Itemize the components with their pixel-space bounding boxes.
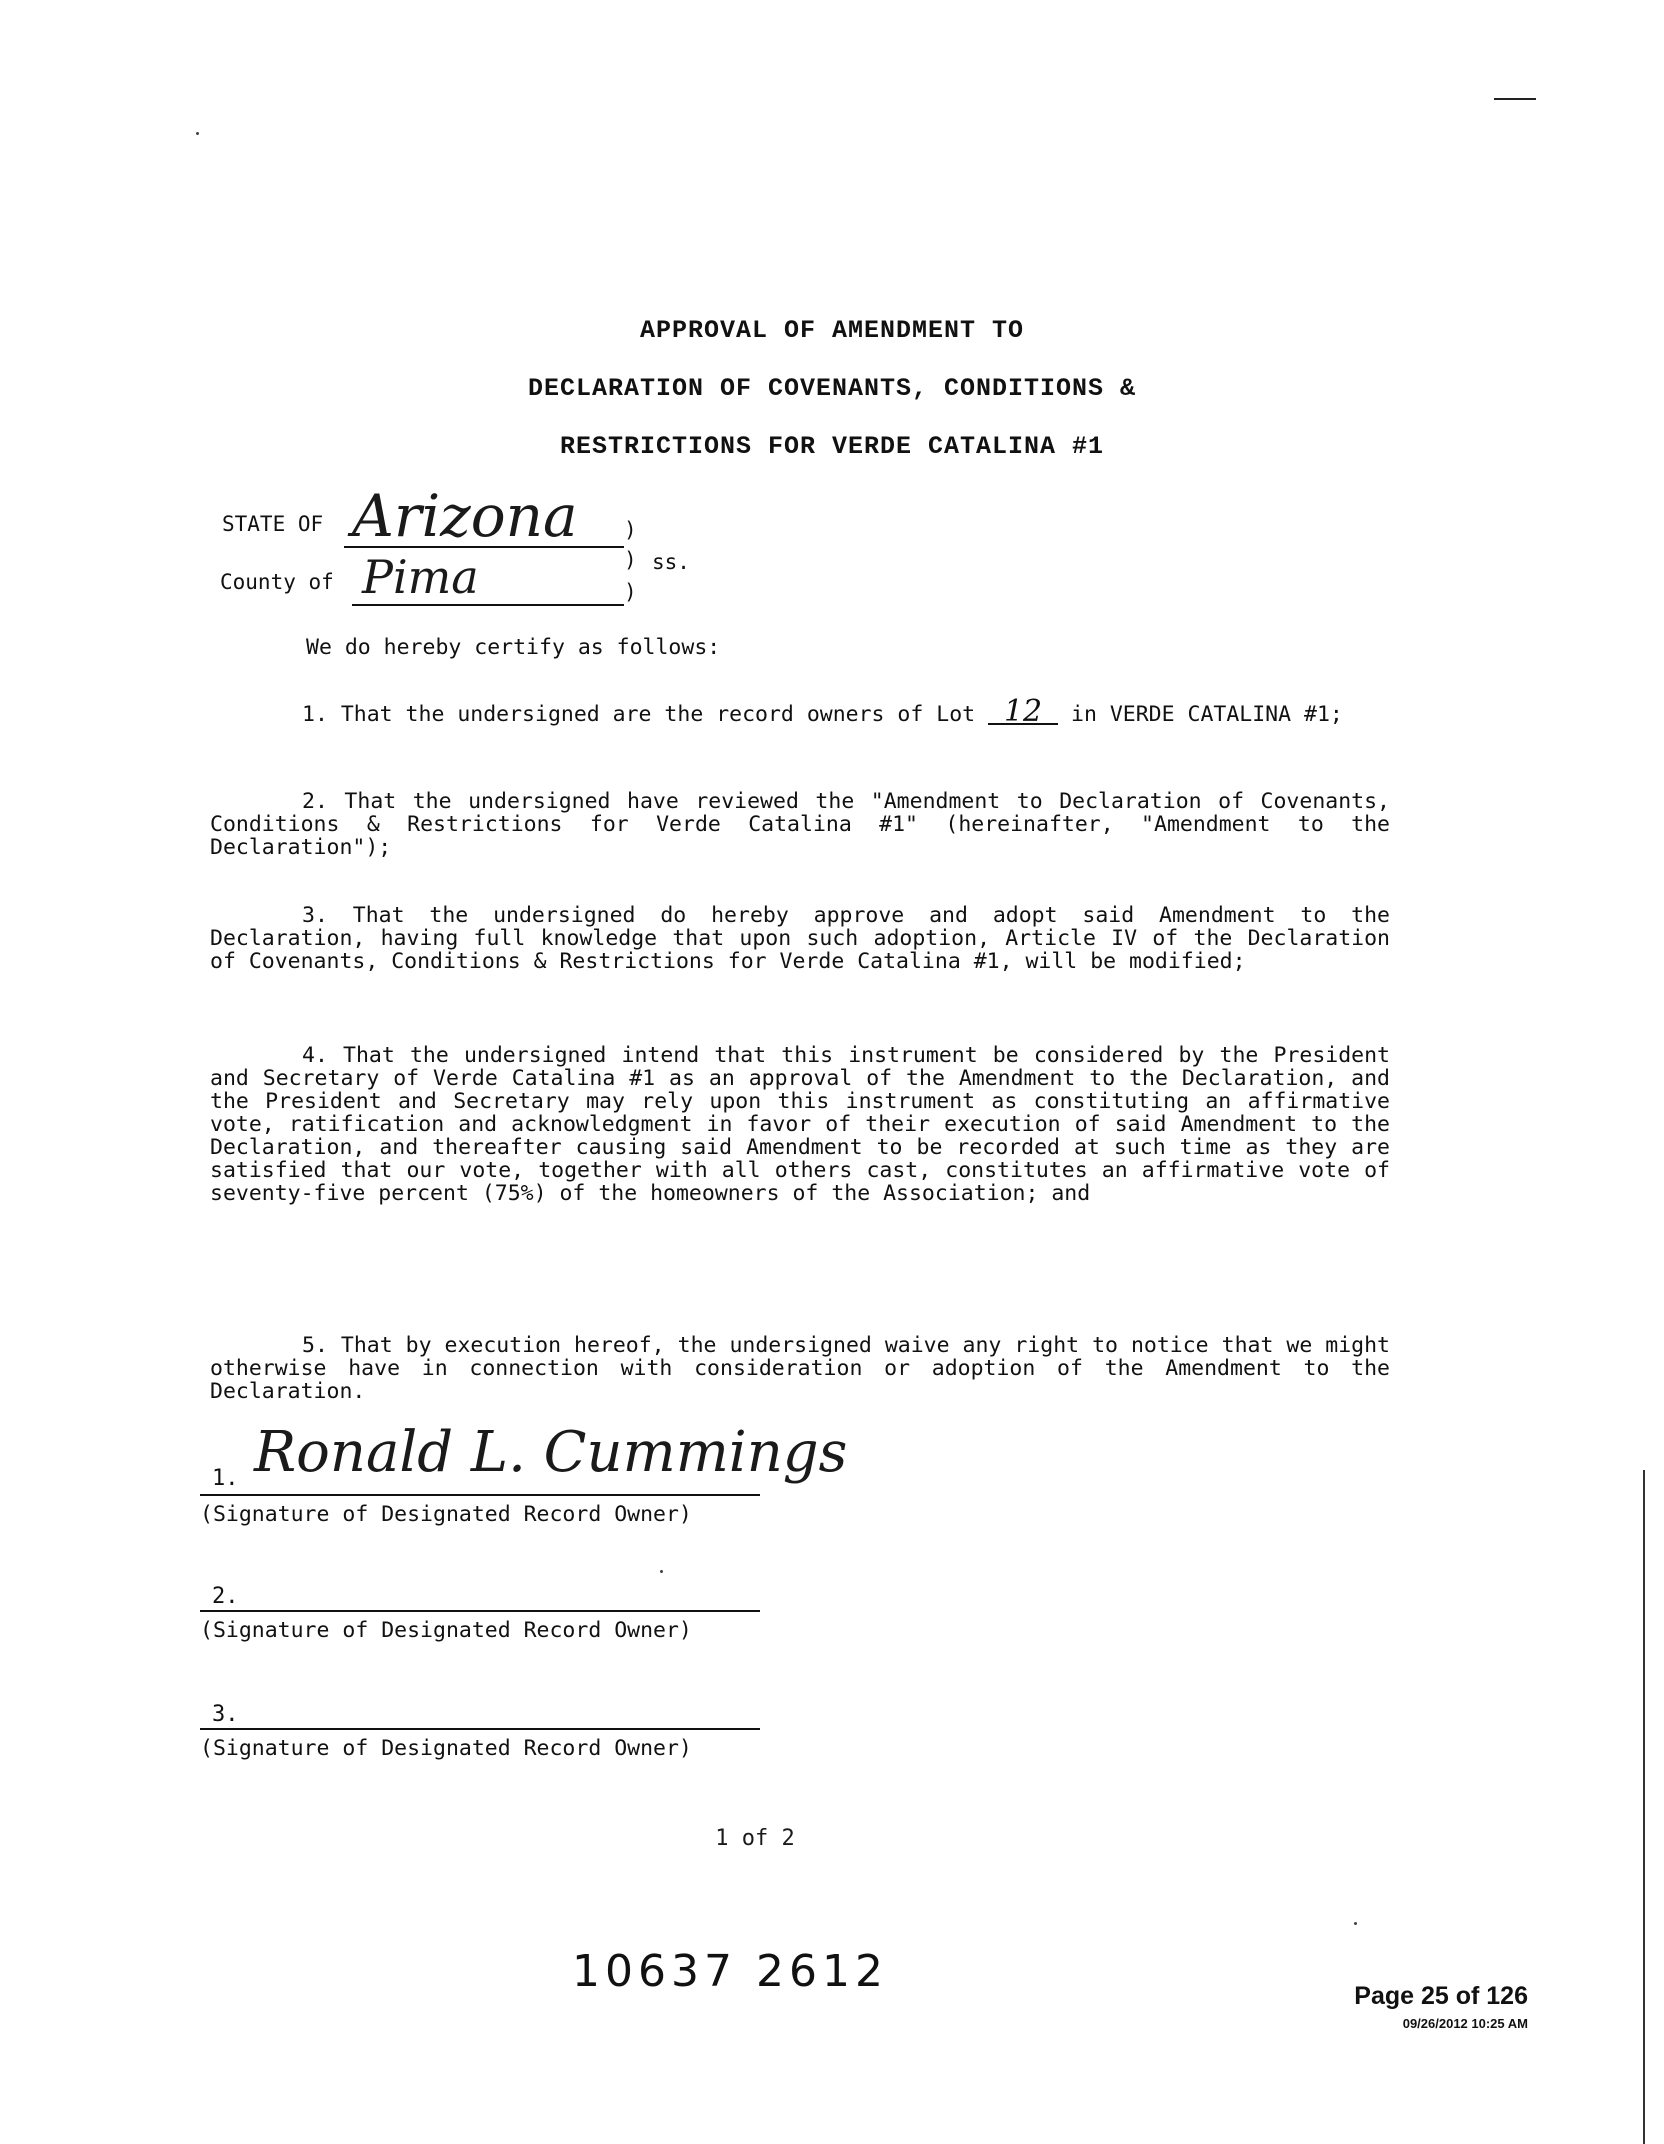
corner-mark bbox=[1494, 98, 1536, 100]
signature-caption: (Signature of Designated Record Owner) bbox=[200, 1736, 692, 1761]
signature-block-3 bbox=[200, 1698, 760, 1778]
scan-speck bbox=[660, 1570, 663, 1573]
signature-block-1 bbox=[200, 1420, 848, 1540]
title-line-1: APPROVAL OF AMENDMENT TO bbox=[639, 316, 1025, 345]
county-label: County of bbox=[220, 570, 334, 594]
clause-5-text: 5. That by execution hereof, the undersigned waive any right to notice that we might otherwise have in connection with consideration or adoption of the Amendment to the Declaration. bbox=[210, 1333, 1390, 1404]
signature-handwriting: Ronald L. Cummings bbox=[254, 1420, 848, 1485]
scan-speck bbox=[196, 132, 199, 135]
clause-1-text-end: in VERDE CATALINA #1; bbox=[1071, 702, 1343, 727]
signature-number: 2. bbox=[212, 1584, 239, 1609]
clause-3 bbox=[210, 904, 1390, 973]
date-stamp: 09/26/2012 10:25 AM bbox=[1402, 2016, 1528, 2031]
signature-line bbox=[200, 1728, 760, 1730]
signature-number: 3. bbox=[212, 1702, 239, 1727]
bracket: ) bbox=[624, 548, 637, 572]
title-line-2: DECLARATION OF COVENANTS, CONDITIONS & bbox=[527, 374, 1137, 403]
clause-2-text: 2. That the undersigned have reviewed the "Amendment to Declaration of Covenants, Conditions & Restrictions for Verde Catalina #1" (hereinafter, "Amendment to the Declaration"); bbox=[210, 789, 1390, 860]
signature-caption: (Signature of Designated Record Owner) bbox=[200, 1502, 692, 1527]
title-line-3: RESTRICTIONS FOR VERDE CATALINA #1 bbox=[559, 432, 1105, 461]
clause-1 bbox=[210, 694, 1390, 729]
signature-block-2 bbox=[200, 1580, 760, 1660]
ss-label: ss. bbox=[652, 550, 690, 574]
clause-2 bbox=[210, 790, 1390, 859]
clause-1-text: 1. That the undersigned are the record owners of Lot bbox=[302, 702, 976, 727]
page-number: 1 of 2 bbox=[715, 1826, 795, 1851]
clause-3-text: 3. That the undersigned do hereby approve and adopt said Amendment to the Declaration, having full knowledge that upon such adoption, Article IV of the Declaration of Covenants, Conditions & Restrictions for Verde Catalina #1, will be modified; bbox=[210, 903, 1390, 974]
intro-text: We do hereby certify as follows: bbox=[306, 635, 721, 660]
signature-line bbox=[200, 1610, 760, 1612]
scan-speck bbox=[1354, 1922, 1357, 1925]
lot-number-handwriting: 12 bbox=[988, 700, 1058, 725]
signature-line bbox=[200, 1494, 760, 1496]
page-stamp: Page 25 of 126 bbox=[1354, 1982, 1528, 2010]
state-label: STATE OF bbox=[222, 512, 324, 536]
clause-5 bbox=[210, 1334, 1390, 1403]
signature-caption: (Signature of Designated Record Owner) bbox=[200, 1618, 692, 1643]
county-handwriting: Pima bbox=[362, 550, 479, 604]
recording-number: 10637 2612 bbox=[572, 1946, 888, 1997]
signature-number: 1. bbox=[212, 1466, 239, 1491]
bracket: ) bbox=[624, 580, 637, 604]
county-blank-line bbox=[352, 604, 624, 606]
state-handwriting: Arizona bbox=[352, 482, 578, 550]
scan-edge-line bbox=[1643, 1470, 1645, 2144]
bracket: ) bbox=[624, 518, 637, 542]
clause-4 bbox=[210, 1044, 1390, 1205]
clause-4-text: 4. That the undersigned intend that this instrument be considered by the President and Secretary of Verde Catalina #1 as an approval of the Amendment to the Declaration, and the President and Secretary may rely upon this instrument as constituting an affirmative vote, ratification and acknowledgment in favor of their execution of said Amendment to the Declaration, and thereafter causing said Amendment to be recorded at such time as they are satisfied that our vote, together with all others cast, constitutes an affirmative vote of seventy-five percent (75%) of the homeowners of the Association; and bbox=[210, 1043, 1390, 1206]
